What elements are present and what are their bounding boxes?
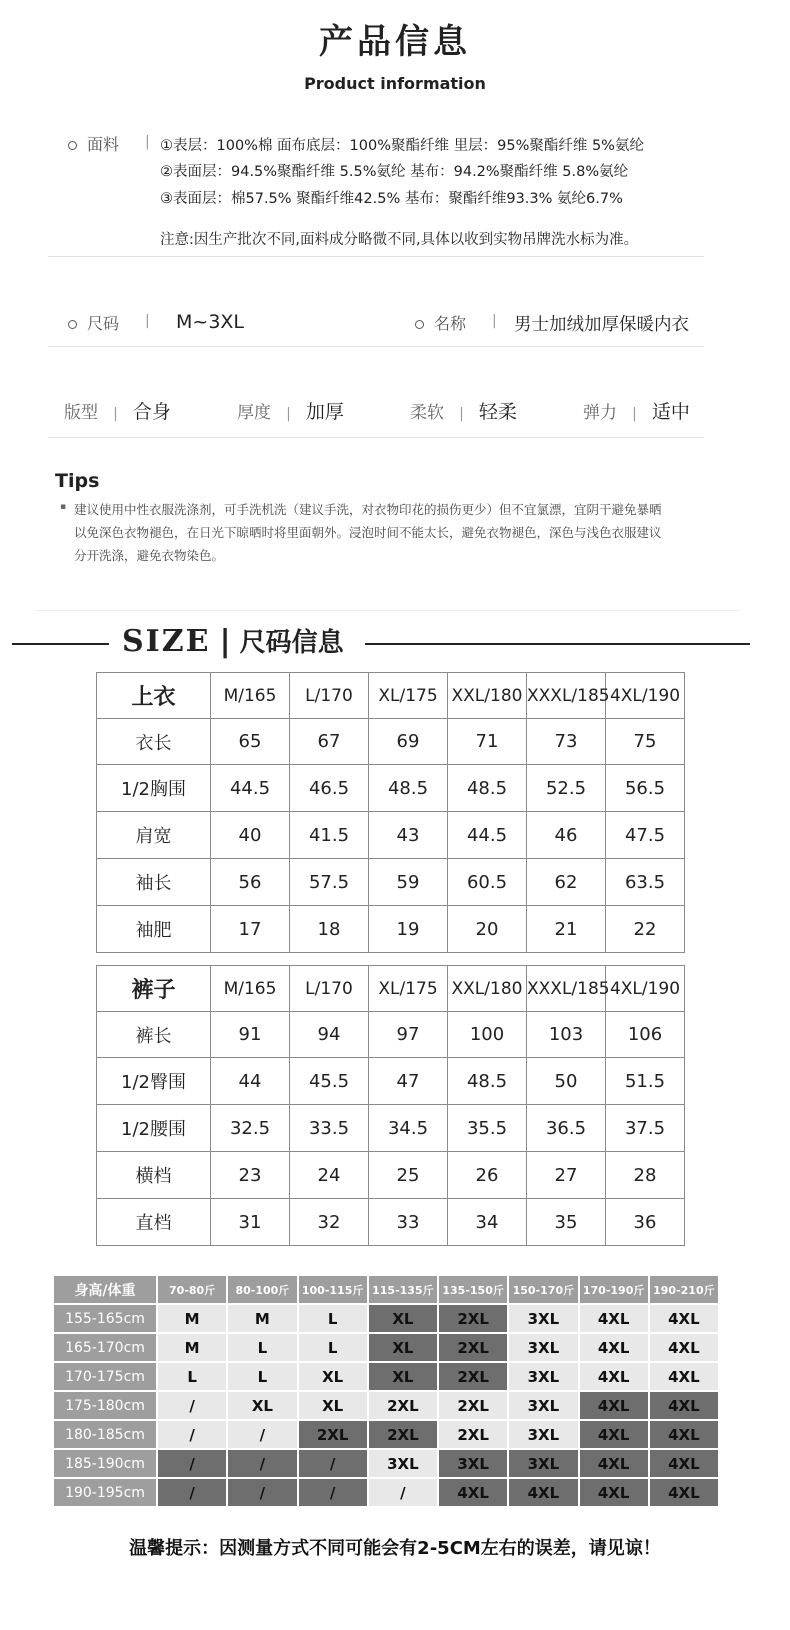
table-cell: 50 bbox=[527, 1058, 606, 1105]
weight-header-cell: 170-190斤 bbox=[580, 1276, 648, 1303]
table-header-row bbox=[54, 1276, 718, 1303]
heading-rule-right bbox=[365, 643, 750, 645]
weight-header-cell: 115-135斤 bbox=[369, 1276, 437, 1303]
height-label: 175-180cm bbox=[54, 1392, 156, 1419]
size-reco-cell: 2XL bbox=[439, 1392, 507, 1419]
table-cell: 48.5 bbox=[448, 765, 527, 812]
table-cell: 60.5 bbox=[448, 859, 527, 906]
table-row bbox=[97, 906, 685, 953]
size-reco-cell: L bbox=[158, 1363, 226, 1390]
size-heading-divider: | bbox=[219, 624, 231, 659]
table-cell: 44 bbox=[211, 1058, 290, 1105]
size-reco-cell: XL bbox=[369, 1363, 437, 1390]
table-header-row bbox=[97, 966, 685, 1012]
size-reco-cell: 3XL bbox=[509, 1450, 577, 1477]
size-reco-cell: L bbox=[228, 1334, 296, 1361]
size-reco-cell: 4XL bbox=[650, 1305, 718, 1332]
table-cell: 25 bbox=[369, 1152, 448, 1199]
fabric-label-group bbox=[68, 132, 119, 155]
attr-elasticity bbox=[583, 397, 690, 424]
table-cell: 71 bbox=[448, 719, 527, 765]
size-header-cell: XXXL/185 bbox=[527, 673, 606, 719]
tips-text bbox=[74, 498, 714, 567]
tips-line-2: 以免深色衣物褪色，在日光下晾晒时将里面朝外。浸泡时间不能太长，避免衣物褪色，深色与浅色衣服建议 bbox=[74, 525, 662, 540]
size-reco-cell: / bbox=[228, 1421, 296, 1448]
size-header-cell: XXL/180 bbox=[448, 673, 527, 719]
table-row bbox=[97, 765, 685, 812]
size-header-cell: XXL/180 bbox=[448, 966, 527, 1012]
table-cell: 18 bbox=[290, 906, 369, 953]
tips-bullet-icon: ▪ bbox=[60, 502, 67, 512]
size-header-cell: M/165 bbox=[211, 673, 290, 719]
attr-elasticity-label: 弹力 bbox=[583, 403, 617, 423]
height-label: 190-195cm bbox=[54, 1479, 156, 1506]
divider bbox=[48, 346, 704, 347]
attr-separator: | bbox=[459, 406, 464, 422]
size-label: 尺码 bbox=[87, 314, 120, 333]
table-cell: 27 bbox=[527, 1152, 606, 1199]
size-reco-cell: 2XL bbox=[439, 1334, 507, 1361]
table-cell: 37.5 bbox=[606, 1105, 685, 1152]
table-row bbox=[54, 1392, 718, 1419]
row-label: 横档 bbox=[97, 1152, 211, 1199]
size-reco-cell: 4XL bbox=[580, 1450, 648, 1477]
table-cell: 20 bbox=[448, 906, 527, 953]
table-cell: 32 bbox=[290, 1199, 369, 1246]
attr-softness-label: 柔软 bbox=[410, 403, 444, 423]
table-cell: 52.5 bbox=[527, 765, 606, 812]
tips-line-1: 建议使用中性衣服洗涤剂，可手洗机洗（建议手洗，对衣物印花的损伤更少）但不宜氯漂，宜阴干避免暴晒 bbox=[74, 502, 662, 517]
size-reco-cell: 4XL bbox=[650, 1363, 718, 1390]
size-reco-cell: 4XL bbox=[509, 1479, 577, 1506]
attr-softness bbox=[410, 397, 517, 424]
height-label: 165-170cm bbox=[54, 1334, 156, 1361]
attr-elasticity-value: 适中 bbox=[651, 401, 690, 423]
size-reco-cell: 3XL bbox=[509, 1305, 577, 1332]
row-label: 裤长 bbox=[97, 1012, 211, 1058]
top-table-title: 上衣 bbox=[97, 673, 211, 719]
size-reco-cell: 4XL bbox=[580, 1479, 648, 1506]
table-cell: 24 bbox=[290, 1152, 369, 1199]
row-label: 袖肥 bbox=[97, 906, 211, 953]
row-label: 肩宽 bbox=[97, 812, 211, 859]
size-reco-cell: 2XL bbox=[299, 1421, 367, 1448]
attr-fit-label: 版型 bbox=[64, 403, 98, 423]
table-row bbox=[97, 1152, 685, 1199]
attr-separator: | bbox=[113, 406, 118, 422]
fabric-separator: | bbox=[145, 134, 150, 150]
row-label: 衣长 bbox=[97, 719, 211, 765]
divider bbox=[35, 610, 740, 611]
row-label: 袖长 bbox=[97, 859, 211, 906]
size-reco-cell: M bbox=[228, 1305, 296, 1332]
table-cell: 43 bbox=[369, 812, 448, 859]
size-reco-cell: 4XL bbox=[650, 1450, 718, 1477]
bullet-circle-icon bbox=[415, 320, 424, 329]
size-reco-cell: 4XL bbox=[650, 1334, 718, 1361]
table-cell: 17 bbox=[211, 906, 290, 953]
table-cell: 40 bbox=[211, 812, 290, 859]
table-cell: 33 bbox=[369, 1199, 448, 1246]
table-cell: 26 bbox=[448, 1152, 527, 1199]
size-reco-cell: 4XL bbox=[650, 1392, 718, 1419]
size-heading-en: SIZE bbox=[122, 624, 211, 659]
table-cell: 35.5 bbox=[448, 1105, 527, 1152]
height-label: 170-175cm bbox=[54, 1363, 156, 1390]
height-label: 180-185cm bbox=[54, 1421, 156, 1448]
name-label: 名称 bbox=[434, 314, 467, 333]
size-separator: | bbox=[145, 313, 150, 329]
attr-thickness-label: 厚度 bbox=[237, 403, 271, 423]
table-cell: 73 bbox=[527, 719, 606, 765]
row-label: 1/2腰围 bbox=[97, 1105, 211, 1152]
heading-rule-left bbox=[12, 643, 109, 645]
size-header-cell: XL/175 bbox=[369, 673, 448, 719]
size-header-cell: M/165 bbox=[211, 966, 290, 1012]
size-reco-cell: 3XL bbox=[509, 1392, 577, 1419]
weight-header-cell: 135-150斤 bbox=[439, 1276, 507, 1303]
corner-header: 身高/体重 bbox=[54, 1276, 156, 1303]
table-cell: 103 bbox=[527, 1012, 606, 1058]
size-reco-cell: / bbox=[299, 1479, 367, 1506]
table-row bbox=[54, 1450, 718, 1477]
height-label: 155-165cm bbox=[54, 1305, 156, 1332]
table-cell: 44.5 bbox=[448, 812, 527, 859]
table-cell: 45.5 bbox=[290, 1058, 369, 1105]
size-reco-cell: 4XL bbox=[580, 1334, 648, 1361]
size-heading bbox=[122, 622, 344, 659]
table-cell: 32.5 bbox=[211, 1105, 290, 1152]
size-reco-cell: 2XL bbox=[369, 1392, 437, 1419]
table-cell: 65 bbox=[211, 719, 290, 765]
table-cell: 59 bbox=[369, 859, 448, 906]
attr-separator: | bbox=[632, 406, 637, 422]
size-reco-cell: 4XL bbox=[439, 1479, 507, 1506]
table-cell: 33.5 bbox=[290, 1105, 369, 1152]
weight-header-cell: 100-115斤 bbox=[299, 1276, 367, 1303]
size-header-cell: XL/175 bbox=[369, 966, 448, 1012]
size-reco-cell: 3XL bbox=[439, 1450, 507, 1477]
size-reco-cell: 2XL bbox=[369, 1421, 437, 1448]
size-reco-cell: XL bbox=[228, 1392, 296, 1419]
fabric-line-1: ①表层：100%棉 面布底层：100%聚酯纤维 里层：95%聚酯纤维 5%氨纶 bbox=[160, 138, 644, 154]
weight-header-cell: 80-100斤 bbox=[228, 1276, 296, 1303]
bullet-circle-icon bbox=[68, 320, 77, 329]
page-title: 产品信息 bbox=[319, 22, 471, 62]
size-reco-cell: / bbox=[228, 1450, 296, 1477]
table-row bbox=[54, 1421, 718, 1448]
table-cell: 34 bbox=[448, 1199, 527, 1246]
name-value: 男士加绒加厚保暖内衣 bbox=[514, 315, 689, 335]
size-reco-cell: 4XL bbox=[580, 1421, 648, 1448]
size-reco-cell: M bbox=[158, 1334, 226, 1361]
bullet-circle-icon bbox=[68, 141, 77, 150]
table-cell: 21 bbox=[527, 906, 606, 953]
table-cell: 46 bbox=[527, 812, 606, 859]
table-cell: 94 bbox=[290, 1012, 369, 1058]
size-reco-cell: / bbox=[369, 1479, 437, 1506]
pants-size-table bbox=[96, 965, 685, 1246]
size-reco-cell: 3XL bbox=[509, 1363, 577, 1390]
table-cell: 44.5 bbox=[211, 765, 290, 812]
table-cell: 22 bbox=[606, 906, 685, 953]
weight-header-cell: 190-210斤 bbox=[650, 1276, 718, 1303]
top-size-table bbox=[96, 672, 685, 953]
table-cell: 36.5 bbox=[527, 1105, 606, 1152]
size-reco-cell: 4XL bbox=[580, 1305, 648, 1332]
size-reco-cell: L bbox=[299, 1334, 367, 1361]
size-reco-cell: 2XL bbox=[439, 1421, 507, 1448]
size-value: M~3XL bbox=[176, 311, 245, 333]
row-label: 1/2臀围 bbox=[97, 1058, 211, 1105]
table-cell: 47.5 bbox=[606, 812, 685, 859]
attr-separator: | bbox=[286, 406, 291, 422]
name-separator: | bbox=[492, 313, 497, 329]
table-row bbox=[97, 1105, 685, 1152]
table-cell: 36 bbox=[606, 1199, 685, 1246]
attr-fit-value: 合身 bbox=[132, 401, 171, 423]
page-subtitle: Product information bbox=[304, 74, 486, 93]
size-reco-cell: XL bbox=[369, 1305, 437, 1332]
size-reco-cell: 2XL bbox=[439, 1305, 507, 1332]
fabric-line-3: ③表面层：棉57.5% 聚酯纤维42.5% 基布：聚酯纤维93.3% 氨纶6.7% bbox=[160, 191, 623, 207]
table-row bbox=[97, 1058, 685, 1105]
tips-line-3: 分开洗涤，避免衣物染色。 bbox=[74, 548, 225, 563]
table-cell: 48.5 bbox=[448, 1058, 527, 1105]
table-row bbox=[97, 1012, 685, 1058]
size-header-cell: L/170 bbox=[290, 966, 369, 1012]
attr-softness-value: 轻柔 bbox=[478, 401, 517, 423]
table-row bbox=[97, 719, 685, 765]
table-row bbox=[54, 1479, 718, 1506]
table-cell: 46.5 bbox=[290, 765, 369, 812]
table-row bbox=[97, 1199, 685, 1246]
size-header-cell: XXXL/185 bbox=[527, 966, 606, 1012]
fabric-label: 面料 bbox=[87, 135, 120, 154]
table-cell: 56.5 bbox=[606, 765, 685, 812]
table-cell: 67 bbox=[290, 719, 369, 765]
table-row bbox=[97, 812, 685, 859]
table-cell: 28 bbox=[606, 1152, 685, 1199]
table-row bbox=[54, 1334, 718, 1361]
size-reco-cell: 4XL bbox=[580, 1363, 648, 1390]
size-reco-cell: L bbox=[228, 1363, 296, 1390]
height-label: 185-190cm bbox=[54, 1450, 156, 1477]
size-header-cell: 4XL/190 bbox=[606, 673, 685, 719]
size-heading-cn: 尺码信息 bbox=[239, 628, 344, 658]
size-reco-cell: / bbox=[158, 1421, 226, 1448]
weight-header-cell: 70-80斤 bbox=[158, 1276, 226, 1303]
table-cell: 19 bbox=[369, 906, 448, 953]
table-cell: 23 bbox=[211, 1152, 290, 1199]
size-header-cell: L/170 bbox=[290, 673, 369, 719]
table-cell: 63.5 bbox=[606, 859, 685, 906]
size-reco-cell: / bbox=[158, 1450, 226, 1477]
size-reco-cell: XL bbox=[369, 1334, 437, 1361]
size-reco-cell: / bbox=[158, 1392, 226, 1419]
table-cell: 35 bbox=[527, 1199, 606, 1246]
size-recommendation-table bbox=[52, 1274, 720, 1508]
size-reco-cell: M bbox=[158, 1305, 226, 1332]
divider bbox=[48, 256, 704, 257]
size-reco-cell: / bbox=[158, 1479, 226, 1506]
attr-fit bbox=[64, 397, 171, 424]
table-cell: 47 bbox=[369, 1058, 448, 1105]
divider bbox=[48, 437, 704, 438]
attr-thickness bbox=[237, 397, 344, 424]
table-cell: 41.5 bbox=[290, 812, 369, 859]
row-label: 1/2胸围 bbox=[97, 765, 211, 812]
size-label-group bbox=[68, 311, 119, 334]
size-reco-cell: XL bbox=[299, 1392, 367, 1419]
table-cell: 56 bbox=[211, 859, 290, 906]
table-cell: 100 bbox=[448, 1012, 527, 1058]
table-cell: 75 bbox=[606, 719, 685, 765]
size-reco-cell: 3XL bbox=[509, 1421, 577, 1448]
attr-thickness-value: 加厚 bbox=[305, 401, 344, 423]
table-cell: 97 bbox=[369, 1012, 448, 1058]
size-reco-cell: XL bbox=[299, 1363, 367, 1390]
table-cell: 34.5 bbox=[369, 1105, 448, 1152]
tips-title: Tips bbox=[55, 470, 100, 492]
table-cell: 31 bbox=[211, 1199, 290, 1246]
size-header-cell: 4XL/190 bbox=[606, 966, 685, 1012]
size-reco-cell: / bbox=[299, 1450, 367, 1477]
size-reco-cell: 4XL bbox=[580, 1392, 648, 1419]
fabric-line-2: ②表面层：94.5%聚酯纤维 5.5%氨纶 基布：94.2%聚酯纤维 5.8%氨纶 bbox=[160, 164, 629, 180]
table-cell: 91 bbox=[211, 1012, 290, 1058]
size-reco-cell: 4XL bbox=[650, 1479, 718, 1506]
name-label-group bbox=[415, 311, 466, 334]
table-row bbox=[97, 859, 685, 906]
size-reco-cell: 2XL bbox=[439, 1363, 507, 1390]
row-label: 直档 bbox=[97, 1199, 211, 1246]
fabric-note: 注意:因生产批次不同,面料成分略微不同,具体以收到实物吊牌洗水标为准。 bbox=[160, 232, 639, 248]
table-cell: 51.5 bbox=[606, 1058, 685, 1105]
table-cell: 48.5 bbox=[369, 765, 448, 812]
size-reco-cell: 3XL bbox=[509, 1334, 577, 1361]
table-row bbox=[54, 1363, 718, 1390]
size-reco-cell: 3XL bbox=[369, 1450, 437, 1477]
table-header-row bbox=[97, 673, 685, 719]
table-row bbox=[54, 1305, 718, 1332]
size-reco-cell: 4XL bbox=[650, 1421, 718, 1448]
table-cell: 69 bbox=[369, 719, 448, 765]
size-reco-cell: L bbox=[299, 1305, 367, 1332]
table-cell: 106 bbox=[606, 1012, 685, 1058]
table-cell: 62 bbox=[527, 859, 606, 906]
size-reco-cell: / bbox=[228, 1479, 296, 1506]
table-cell: 57.5 bbox=[290, 859, 369, 906]
footer-note: 温馨提示：因测量方式不同可能会有2-5CM左右的误差，请见谅！ bbox=[129, 1538, 661, 1559]
pants-table-title: 裤子 bbox=[97, 966, 211, 1012]
weight-header-cell: 150-170斤 bbox=[509, 1276, 577, 1303]
